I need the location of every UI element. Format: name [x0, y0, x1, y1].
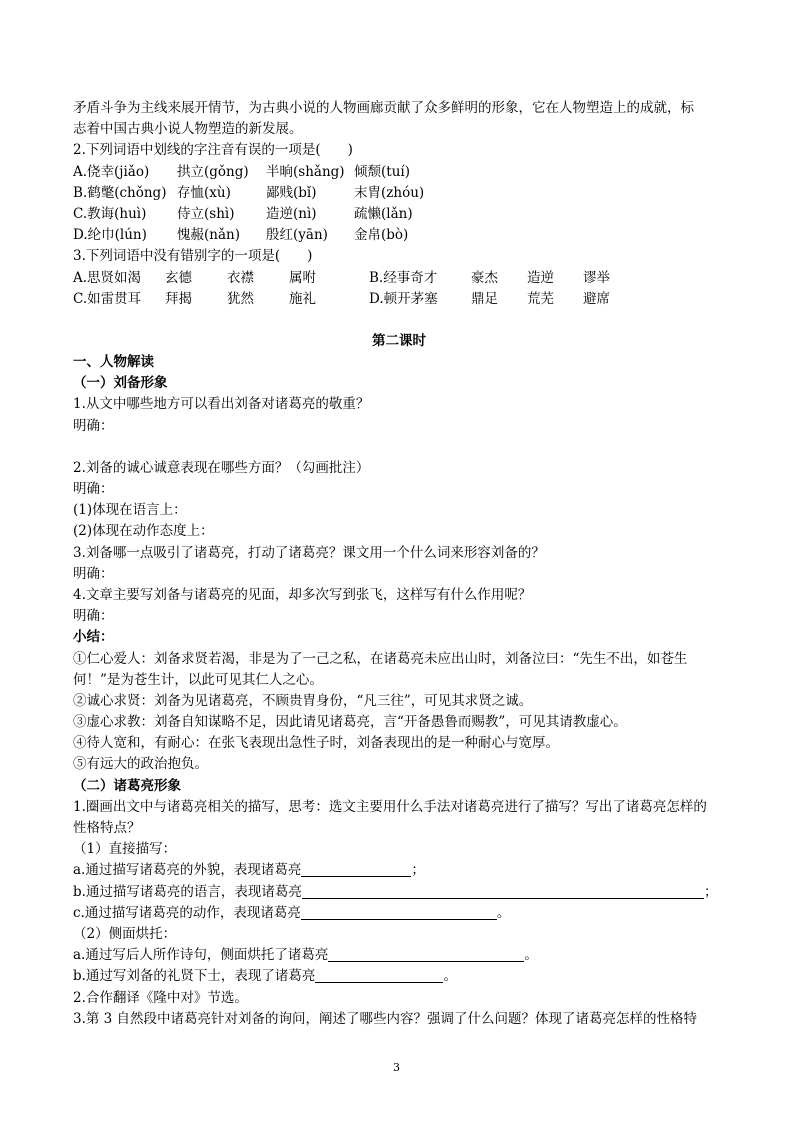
summary-item-3: ③虚心求教：刘备自知谋略不足，因此请见诸葛亮，言“开备愚鲁而赐教”，可见其请教虚心。 — [73, 714, 627, 731]
answer-blank[interactable] — [328, 947, 524, 962]
subsection-heading-zhuge: （二）诸葛亮形象 — [73, 777, 181, 794]
option-text: 玄德 — [165, 269, 192, 286]
option-text: 造逆(nì) — [266, 205, 317, 222]
document-page — [73, 98, 725, 1030]
liubei-question-3: 3.刘备哪一点吸引了诸葛亮，打动了诸葛亮？课文用一个什么词来形容刘备的？ — [73, 544, 545, 561]
option-text: 殷红(yān) — [266, 227, 328, 244]
fill-line-c — [73, 903, 725, 924]
fill-line-b — [73, 882, 725, 903]
question-3-options-cd — [73, 289, 725, 310]
question-2-option-b — [73, 183, 725, 204]
punctuation: 。 — [496, 904, 511, 921]
option-text: A.侥幸(jiǎo) — [73, 163, 150, 180]
option-text: 侍立(shì) — [177, 205, 235, 222]
direct-description-label: （1）直接描写： — [73, 841, 177, 858]
option-text: D.纶巾(lún) — [73, 227, 147, 244]
answer-label: 明确： — [73, 481, 114, 497]
answer-blank[interactable] — [301, 905, 497, 920]
option-text: A.思贤如渴 — [73, 269, 142, 286]
option-text: 豪杰 — [471, 269, 498, 286]
fill-prompt: c.通过描写诸葛亮的动作，表现诸葛亮 — [73, 904, 301, 921]
liubei-question-4: 4.文章主要写刘备与诸葛亮的见面，却多次写到张飞，这样写有什么作用呢？ — [73, 586, 532, 603]
side-description-label: （2）侧面烘托： — [73, 925, 177, 942]
intro-line-2: 志着中国古典小说人物塑造的新发展。 — [73, 121, 303, 138]
option-text: 愧赧(nǎn) — [177, 227, 240, 244]
summary-item-5: ⑤有远大的政治抱负。 — [73, 756, 208, 773]
lesson-title: 第二课时 — [372, 332, 426, 349]
summary-item-4: ④待人宽和，有耐心：在张飞表现出急性子时，刘备表现出的是一种耐心与宽厚。 — [73, 735, 559, 752]
fill-prompt: a.通过描写诸葛亮的外貌，表现诸葛亮 — [73, 862, 302, 879]
subsection-heading-liubei: （一）刘备形象 — [73, 375, 168, 392]
option-text: 造逆 — [527, 269, 554, 286]
fill-line-side-a — [73, 945, 725, 966]
zhuge-question-2: 2.合作翻译《隆中对》节选。 — [73, 989, 248, 1006]
answer-label: 明确： — [73, 608, 114, 625]
punctuation: ； — [703, 883, 718, 900]
page-number: 3 — [393, 1061, 400, 1074]
option-text: 衣襟 — [227, 269, 254, 286]
option-text: C.如雷贯耳 — [73, 290, 142, 307]
question-2-option-c — [73, 204, 725, 225]
summary-item-1-cont: 何！”是为苍生计，以此可见其仁人之心。 — [73, 671, 323, 688]
option-text: B.经事奇才 — [369, 269, 438, 286]
summary-item-2: ②诚心求贤：刘备为见诸葛亮，不顾贵胄身份，“凡三往”，可见其求贤之诚。 — [73, 692, 533, 709]
option-text: 犹然 — [227, 290, 254, 307]
zhuge-question-3: 3.第 3 自然段中诸葛亮针对刘备的询问，阐述了哪些内容？强调了什么问题？体现了诸葛亮怎样的性格特 — [73, 1010, 698, 1027]
question-3-stem: 3.下列词语中没有错别字的一项是( ) — [73, 248, 313, 265]
answer-label: 明确： — [73, 417, 114, 434]
option-text: 施礼 — [289, 290, 316, 307]
option-text: 避席 — [583, 290, 610, 307]
question-2-stem: 2.下列词语中划线的字注音有误的一项是( ) — [73, 142, 353, 159]
option-text: C.教诲(huì) — [73, 205, 147, 222]
fill-line-side-b — [73, 966, 725, 987]
fill-prompt: a.通过写后人所作诗句，侧面烘托了诸葛亮 — [73, 947, 329, 964]
option-text: 鼎足 — [471, 290, 498, 307]
punctuation: 。 — [524, 947, 538, 964]
answer-blank[interactable] — [301, 862, 411, 877]
option-text: 金帛(bò) — [354, 227, 409, 244]
question-2-option-d — [73, 225, 725, 246]
answer-label: 明确： — [73, 565, 114, 582]
option-text: 谬举 — [583, 269, 610, 286]
question-3-options-ab — [73, 268, 725, 289]
fill-prompt: b.通过描写诸葛亮的语言，表现诸葛亮 — [73, 883, 302, 900]
summary-title: 小结： — [73, 629, 114, 646]
intro-line-1: 矛盾斗争为主线来展开情节，为古典小说的人物画廊贡献了众多鲜明的形象，它在人物塑造上的成就，标 — [73, 100, 694, 116]
summary-item-1: ①仁心爱人：刘备求贤若渴，非是为了一己之私，在诸葛亮未应出山时，刘备泣曰：“先生不出，如苍生 — [73, 650, 688, 667]
option-text: 拜揭 — [165, 290, 192, 307]
fill-line-a — [73, 860, 725, 881]
zhuge-question-1-cont: 性格特点？ — [73, 820, 141, 836]
liubei-question-1: 1.从文中哪些地方可以看出刘备对诸葛亮的敬重？ — [73, 396, 370, 413]
section-heading: 一、人物解读 — [73, 354, 154, 371]
fill-prompt: b.通过写刘备的礼贤下士，表现了诸葛亮 — [73, 968, 316, 985]
option-text: B.鹤氅(chǒng) — [73, 184, 167, 201]
option-text: D.顿开茅塞 — [369, 290, 438, 307]
zhuge-question-1: 1.圈画出文中与诸葛亮相关的描写，思考：选文主要用什么手法对诸葛亮进行了描写？写出了诸葛亮怎样的 — [73, 798, 707, 815]
option-text: 倾颓(tuí) — [354, 163, 410, 180]
liubei-question-2: 2.刘备的诚心诚意表现在哪些方面？（勾画批注） — [73, 459, 370, 476]
punctuation: ； — [411, 862, 425, 879]
answer-point-2: (2)体现在动作态度上： — [73, 523, 214, 540]
option-text: 荒芜 — [527, 290, 554, 307]
answer-blank[interactable] — [315, 968, 443, 983]
option-text: 半晌(shǎng) — [266, 163, 345, 180]
option-text: 存恤(xù) — [177, 184, 231, 201]
option-text: 鄙贱(bǐ) — [266, 184, 317, 201]
answer-blank[interactable] — [302, 884, 704, 899]
option-text: 属咐 — [289, 269, 316, 286]
question-2-option-a — [73, 162, 725, 183]
option-text: 拱立(gǒng) — [177, 163, 249, 180]
option-text: 疏懒(lǎn) — [354, 205, 413, 222]
punctuation: 。 — [443, 968, 457, 985]
option-text: 末胄(zhóu) — [354, 184, 425, 201]
answer-point-1: (1)体现在语言上： — [73, 502, 187, 519]
